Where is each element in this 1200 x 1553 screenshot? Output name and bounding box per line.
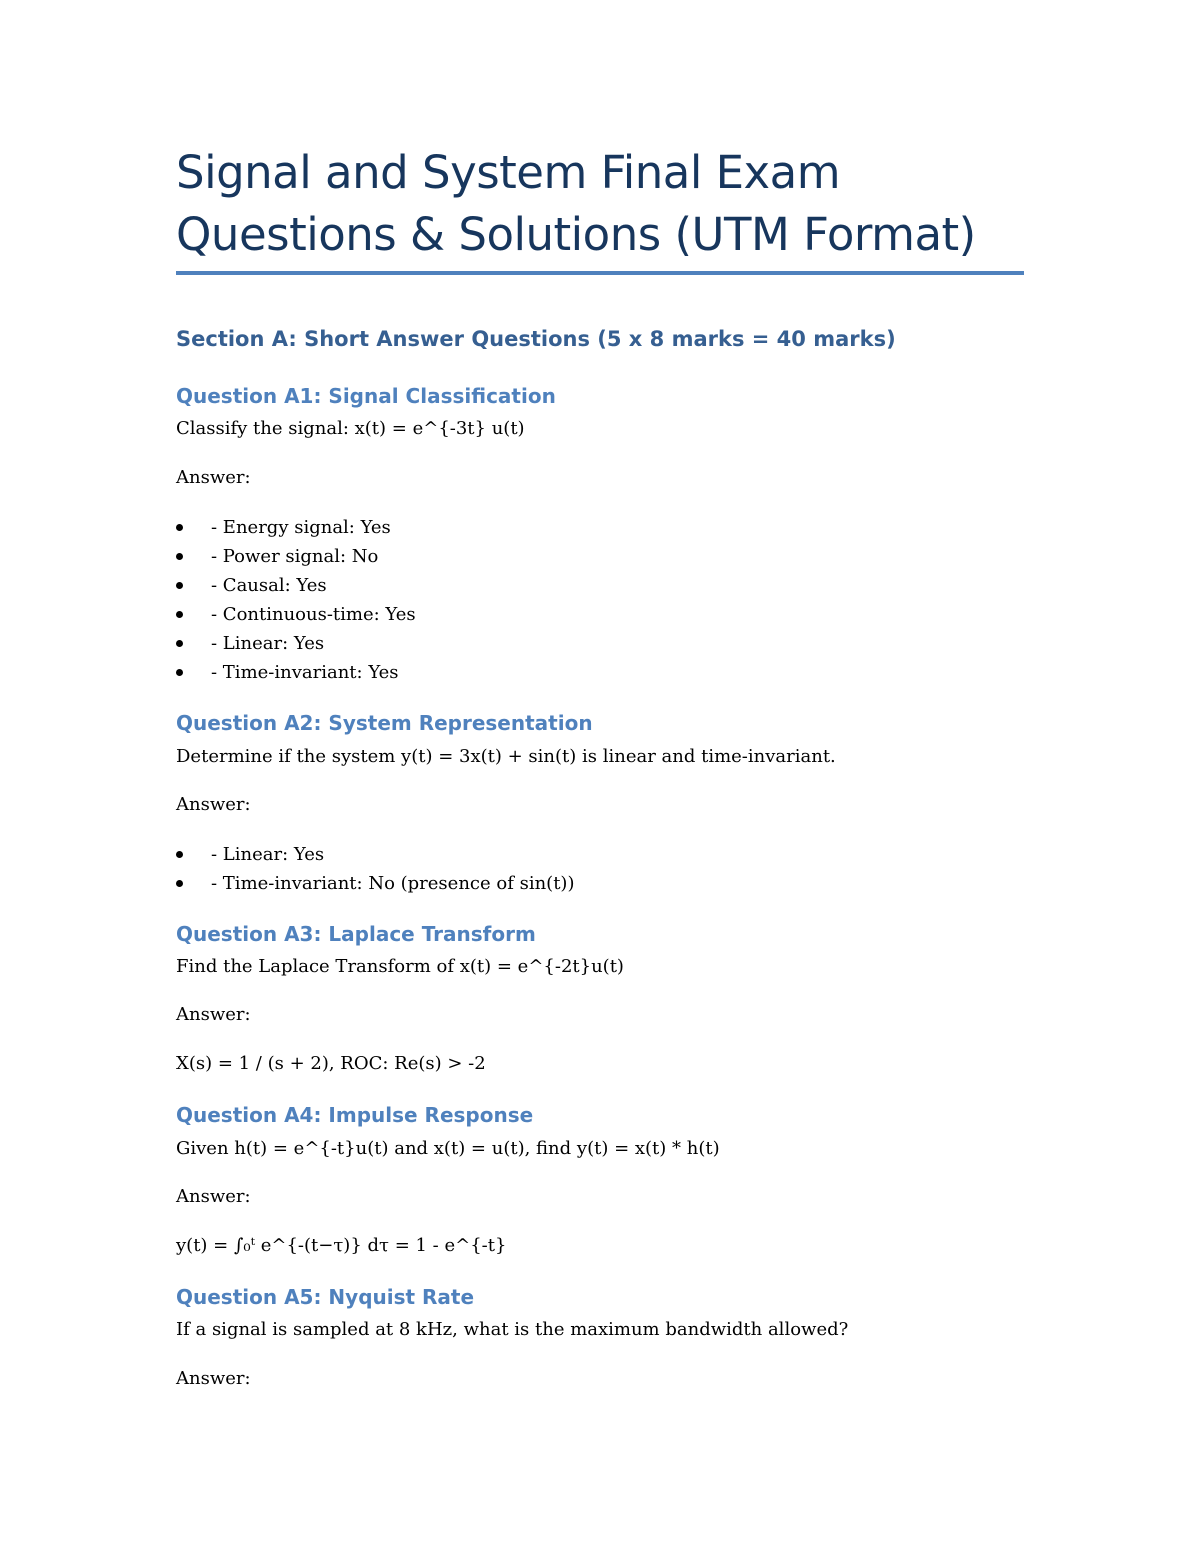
question-a5-answer-label: Answer: [176,1368,251,1389]
question-a2-prompt: Determine if the system y(t) = 3x(t) + sin(t) is linear and time-invariant. [176,746,836,767]
bullet-icon [176,582,183,589]
question-a3-answer: X(s) = 1 / (s + 2), ROC: Re(s) > -2 [176,1053,486,1074]
bullet-icon [176,524,183,531]
question-a3-heading: Question A3: Laplace Transform [176,922,536,946]
question-a1-prompt: Classify the signal: x(t) = e^{-3t} u(t) [176,418,525,439]
question-a4-answer-label: Answer: [176,1186,251,1207]
question-a5-heading: Question A5: Nyquist Rate [176,1285,475,1309]
question-a1-heading: Question A1: Signal Classification [176,384,556,408]
section-a-heading: Section A: Short Answer Questions (5 x 8 marks = 40 marks) [176,327,896,351]
bullet-icon [176,640,183,647]
question-a4-heading: Question A4: Impulse Response [176,1103,534,1127]
question-a3-prompt: Find the Laplace Transform of x(t) = e^{-2t}u(t) [176,956,624,977]
question-a5-prompt: If a signal is sampled at 8 kHz, what is the maximum bandwidth allowed? [176,1319,849,1340]
question-a3-answer-label: Answer: [176,1004,251,1025]
bullet-icon [176,611,183,618]
title-underline-rule [176,271,1024,275]
question-a1-answer-label: Answer: [176,467,251,488]
bullet-icon [176,880,183,887]
question-a2-answer-label: Answer: [176,794,251,815]
bullet-icon [176,553,183,560]
document-title: Signal and System Final Exam Questions & Solutions (UTM Format) [176,146,976,261]
question-a2-heading: Question A2: System Representation [176,711,593,735]
bullet-icon [176,851,183,858]
bullet-icon [176,669,183,676]
question-a4-prompt: Given h(t) = e^{-t}u(t) and x(t) = u(t), find y(t) = x(t) * h(t) [176,1138,720,1159]
question-a4-answer: y(t) = ∫₀ᵗ e^{-(t−τ)} dτ = 1 - e^{-t} [176,1235,507,1256]
